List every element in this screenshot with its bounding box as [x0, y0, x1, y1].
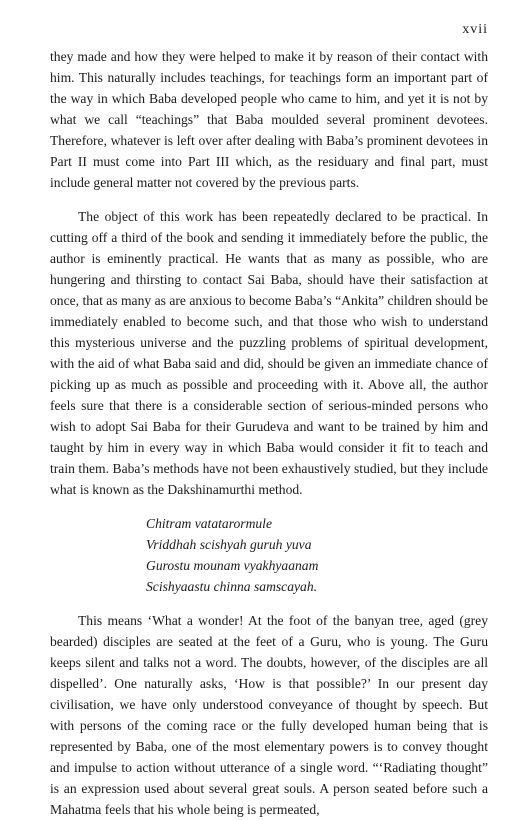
verse-line: Vriddhah scishyah guruh yuva: [146, 537, 312, 552]
sanskrit-verse: [146, 513, 488, 597]
page-content: [50, 46, 488, 820]
verse-line: Gurostu mounam vyakhyaanam: [146, 558, 319, 573]
verse-line: Chitram vatatarormule: [146, 516, 272, 531]
page-number: xvii: [462, 22, 488, 37]
paragraph-continuation: they made and how they were helped to make it by reason of their contact with him. This naturally includes teachings, for teachings form an important part of the way in which Baba developed people who came to him, and yet it is not by what we call “teachings” that Baba moulded several prominent devotees. Therefore, whatever is left over after dealing with Baba’s prominent devotees in Part II must come into Part III which, as the residuary and final part, must include general matter not covered by the previous parts.: [50, 49, 488, 190]
verse-line: Scishyaastu chinna samscayah.: [146, 579, 318, 594]
paragraph-verse-meaning: This means ‘What a wonder! At the foot of the banyan tree, aged (grey bearded) disciples are seated at the feet of a Guru, who is young. The Guru keeps silent and talks not a word. The doubts, however, of the disciples are all dispelled’. One naturally asks, ‘How is that possible?’ In our present day civilisation, we have only understood conveyance of thought by speech. But with persons of the coming race or the fully developed human being that is represented by Baba, one of the most elementary powers is to convey thought and impulse to action without utterance of a single word. “‘Radiating thought” is an expression used about several great souls. A person seated before such a Mahatma feels that his whole being is permeated,: [50, 613, 488, 817]
paragraph-object-of-work: The object of this work has been repeatedly declared to be practical. In cutting off a third of the book and sending it immediately before the public, the author is eminently practical. He wants that as many as possible, who are hungering and thirsting to contact Sai Baba, should have their satisfaction at once, that as many as are anxious to become Baba’s “Ankita” children should be immediately enabled to become such, and that those who wish to understand this mysterious universe and the puzzling problems of spiritual development, with the aid of what Baba said and did, should be given an immediate chance of picking up as much as possible and proceeding with it. Above all, the author feels sure that there is a considerable section of serious-minded persons who wish to adopt Sai Baba for their Gurudeva and want to be trained by him and taught by him in every way in which Baba would consider it fit to teach and train them. Baba’s methods have not been exhaustively studied, but they include what is known as the Dakshinamurthi method.: [50, 209, 488, 497]
